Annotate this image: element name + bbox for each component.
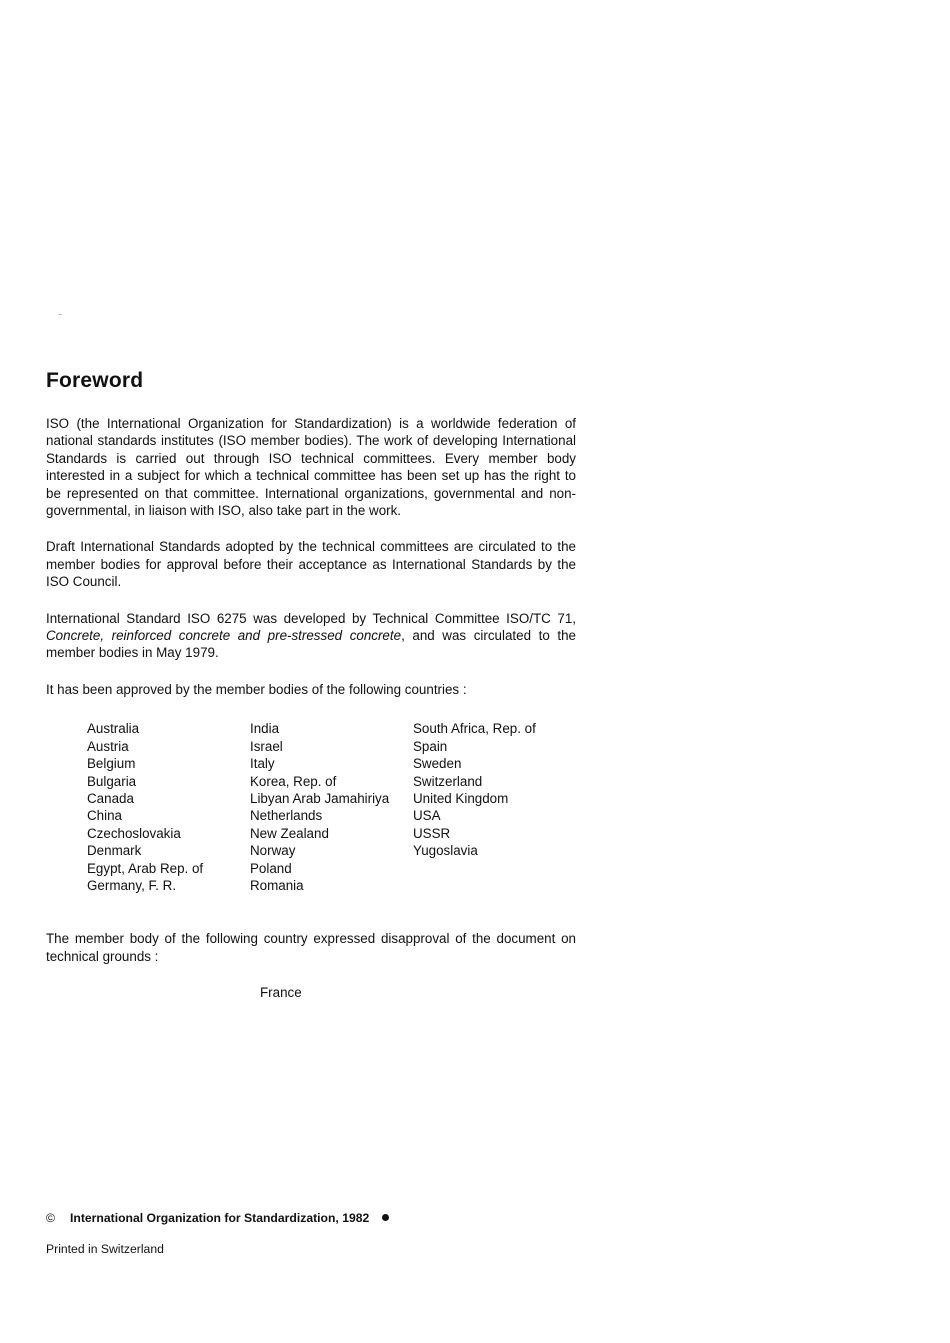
country-item: Yugoslavia [413,843,478,859]
foreword-paragraph-draft: Draft International Standards adopted by the technical committees are circulated to the member bodies for approval before their acceptance as International Standards by the ISO Council. [46,539,576,590]
committee-title: Concrete, reinforced concrete and pre-stressed concrete [46,628,402,644]
country-item: USSR [413,825,451,841]
countries-column-2 [250,720,413,894]
country-item: Austria [87,738,129,754]
country-item: India [250,721,280,737]
standard-text-intro: International Standard ISO 6275 was developed by Technical Committee ISO/TC 71, [46,610,576,626]
country-item: USA [413,808,441,824]
foreword-title: Foreword [46,369,144,392]
standard-text-rest: , and was circulated to the member bodies in May 1979. [46,628,576,661]
copyright-notice [46,1210,389,1226]
copyright-symbol: © [46,1211,55,1225]
country-item: Belgium [87,756,136,772]
disapproving-country: France [260,985,302,1001]
countries-column-1 [87,720,250,894]
foreword-paragraph-standard [46,610,576,662]
foreword-paragraph-approval: It has been approved by the member bodies of the following countries : [46,681,467,697]
countries-column-3 [413,720,576,894]
country-item: Libyan Arab Jamahiriya [250,790,390,806]
foreword-paragraph-iso: ISO (the International Organization for Standardization) is a worldwide federation of national standards institutes (ISO member bodies). The work of developing International Standards is carried out through ISO technical committees. Every member body interested in a subject for which a technical committee has been set up has the right to be represented on that committee. International organizations, governmental and non-governmental, in liaison with ISO, also take part in the work. [46,416,576,519]
country-item: South Africa, Rep. of [413,721,536,737]
country-item: Sweden [413,756,462,772]
country-item: Australia [87,721,140,737]
country-item: Israel [250,738,283,754]
country-item: United Kingdom [413,790,509,806]
printed-notice: Printed in Switzerland [46,1242,164,1256]
country-item: China [87,808,122,824]
approving-countries-list [87,720,576,894]
country-item: Korea, Rep. of [250,773,337,789]
country-item: Egypt, Arab Rep. of [87,860,204,876]
country-item: Norway [250,843,296,859]
copyright-text: International Organization for Standardization, 1982 [70,1211,370,1225]
foreword-section [46,368,576,1002]
country-item: Canada [87,790,134,806]
country-item: New Zealand [250,825,329,841]
country-item: Switzerland [413,773,483,789]
country-item: Spain [413,738,448,754]
country-item: Denmark [87,843,142,859]
country-item: Germany, F. R. [87,877,177,893]
country-item: Poland [250,860,292,876]
foreword-paragraph-disapproval: The member body of the following country expressed disapproval of the document on technical grounds : [46,931,576,964]
scan-speck [59,314,62,315]
country-item: Czechoslovakia [87,825,181,841]
country-item: Bulgaria [87,773,137,789]
bullet-icon [382,1214,389,1221]
country-item: Netherlands [250,808,323,824]
country-item: Romania [250,877,304,893]
country-item: Italy [250,756,275,772]
